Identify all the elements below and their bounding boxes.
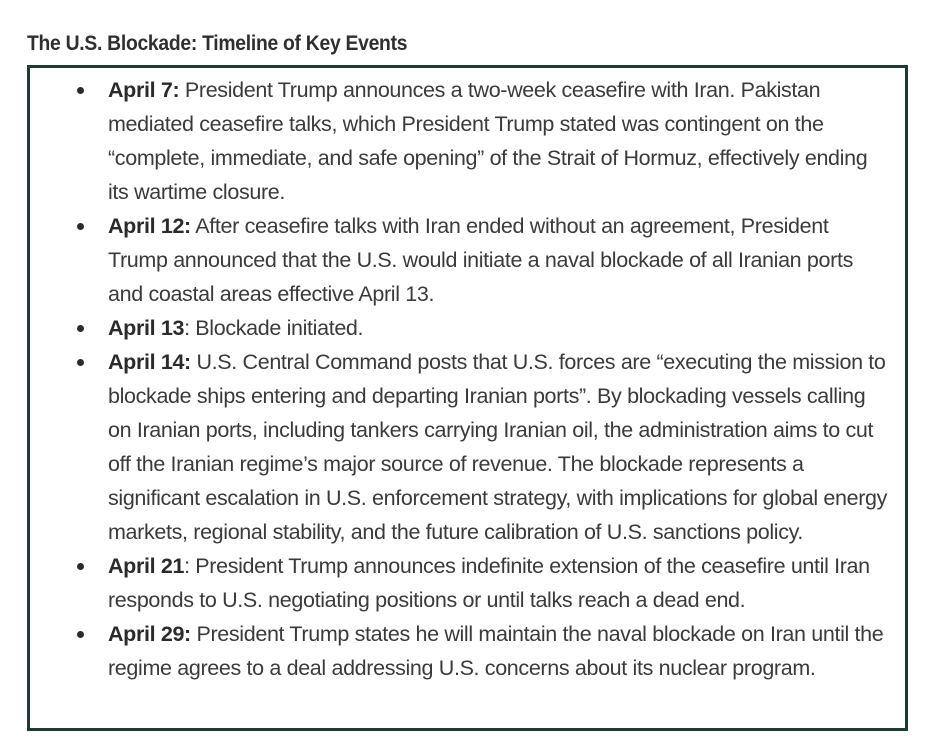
timeline-event — [77, 617, 892, 685]
bullet-icon — [77, 325, 84, 332]
event-date: April 21 — [108, 554, 185, 578]
timeline-event — [77, 73, 892, 209]
bullet-icon — [77, 359, 84, 366]
event-description: President Trump announces a two-week ceasefire with Iran. Pakistan mediated ceasefire talks, which President Trump stated was contingent on the “complete, immediate, and safe opening” of the Strait of Hormuz, effectively ending its wartime closure. — [108, 78, 868, 204]
event-description: After ceasefire talks with Iran ended without an agreement, President Trump announced that the U.S. would initiate a naval blockade of all Iranian ports and coastal areas effective April 13. — [108, 214, 853, 306]
bullet-icon — [77, 631, 84, 638]
timeline-list — [77, 73, 892, 685]
event-date: April 29: — [108, 622, 191, 646]
bullet-icon — [77, 223, 84, 230]
timeline-event — [77, 311, 892, 345]
bullet-icon — [77, 87, 84, 94]
event-description: : Blockade initiated. — [184, 316, 364, 340]
timeline-event — [77, 209, 892, 311]
event-date: April 7: — [108, 78, 180, 102]
timeline-event — [77, 345, 892, 549]
event-description: : President Trump announces indefinite extension of the ceasefire until Iran responds to U.S. negotiating positions or until talks reach a dead end. — [108, 554, 870, 612]
bullet-icon — [77, 563, 84, 570]
event-description: President Trump states he will maintain the naval blockade on Iran until the regime agrees to a deal addressing U.S. concerns about its nuclear program. — [108, 622, 884, 680]
event-date: April 12: — [108, 214, 191, 238]
timeline-event — [77, 549, 892, 617]
event-date: April 14: — [108, 350, 191, 374]
event-date: April 13 — [108, 316, 185, 340]
event-description: U.S. Central Command posts that U.S. forces are “executing the mission to blockade ships entering and departing Iranian ports”. By blockading vessels calling on Iranian ports, including tankers carrying Iranian oil, the administration aims to cut off the Iranian regime’s major source of revenue. The blockade represents a significant escalation in U.S. enforcement strategy, with implications for global energy markets, regional stability, and the future calibration of U.S. sanctions policy. — [108, 350, 888, 544]
timeline-heading: The U.S. Blockade: Timeline of Key Events — [27, 32, 408, 55]
